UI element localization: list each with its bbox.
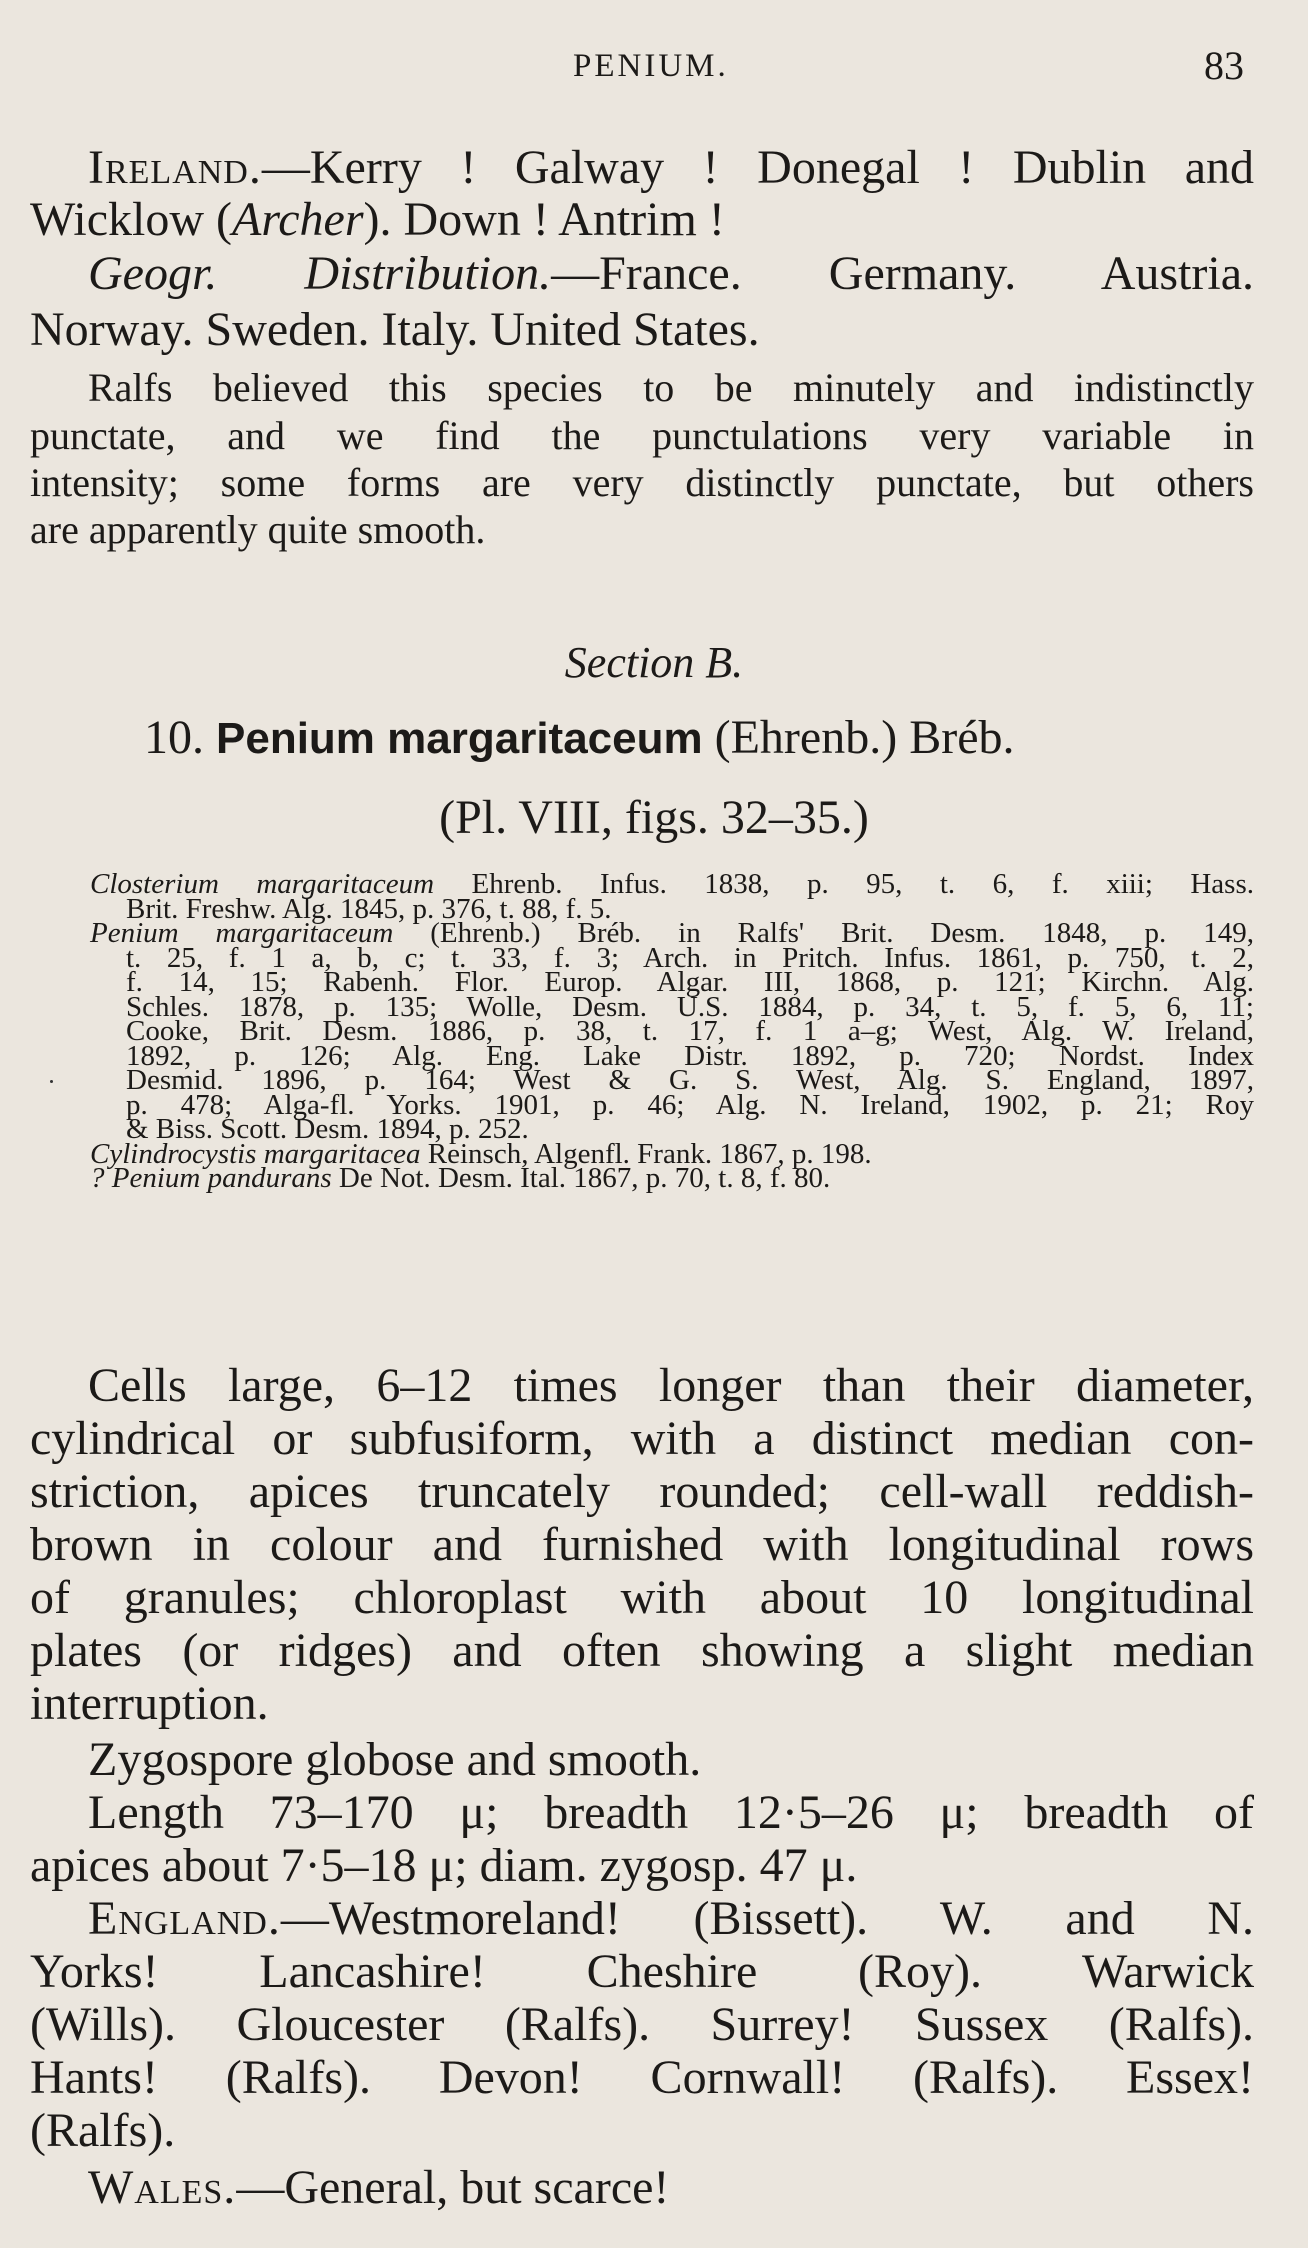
note-line-1: Ralfs believed this species to be minutely and indistinctly xyxy=(88,365,1254,410)
description-line-1: Cells large, 6–12 times longer than their diameter, xyxy=(88,1359,1254,1412)
ireland-line-1: Ireland.—Kerry ! Galway ! Donegal ! Dublin and xyxy=(88,141,1254,194)
description-line-2: cylindrical or subfusiform, with a distinct median con- xyxy=(30,1412,1254,1465)
synonym-citation: Schles. 1878, p. 135; Wolle, Desm. U.S. 1884, p. 34, t. 5, f. 5, 6, 11; xyxy=(126,990,1254,1023)
measurements-line-2: apices about 7·5–18 μ; diam. zygosp. 47 μ. xyxy=(30,1839,858,1892)
synonym-citation: p. 478; Alga-fl. Yorks. 1901, p. 46; Alg. N. Ireland, 1902, p. 21; Roy xyxy=(126,1088,1254,1121)
note-line-3: intensity; some forms are very distinctly punctate, but others xyxy=(30,460,1254,505)
england-line-3: (Wills). Gloucester (Ralfs). Surrey! Sussex (Ralfs). xyxy=(30,1998,1254,2051)
synonym-citation: (Ehrenb.) Bréb. in Ralfs' Brit. Desm. 1848, p. 149, xyxy=(393,917,1254,949)
synonym-taxon-name: Closterium margaritaceum xyxy=(90,868,435,900)
species-heading xyxy=(144,710,1015,765)
description-line-7: interruption. xyxy=(30,1677,269,1730)
england-line-2: Yorks! Lancashire! Cheshire (Roy). Warwick xyxy=(30,1945,1254,1998)
note-line-4: are apparently quite smooth. xyxy=(30,507,486,552)
species-name: Penium margaritaceum xyxy=(216,714,703,763)
distribution-line-1: Geogr. Distribution.—France. Germany. Austria. xyxy=(88,247,1254,300)
england-line-5: (Ralfs). xyxy=(30,2104,176,2157)
description-line-5: of granules; chloroplast with about 10 longitudinal xyxy=(30,1571,1254,1624)
print-speck xyxy=(50,1080,53,1083)
description-line-4: brown in colour and furnished with longitudinal rows xyxy=(30,1518,1254,1571)
note-line-2: punctate, and we find the punctulations very variable in xyxy=(30,413,1254,458)
england-line-1: England.—Westmoreland! (Bissett). W. and N. xyxy=(88,1892,1254,1945)
measurements-line-1: Length 73–170 μ; breadth 12·5–26 μ; breadth of xyxy=(88,1786,1254,1839)
species-authority: (Ehrenb.) Bréb. xyxy=(714,711,1015,764)
synonym-taxon-name: Cylindrocystis margaritacea xyxy=(90,1137,421,1170)
running-title: PENIUM. xyxy=(573,48,729,84)
synonym-citation: Ehrenb. Infus. 1838, p. 95, t. 6, f. xiii; Hass. xyxy=(434,868,1255,900)
description-line-6: plates (or ridges) and often showing a slight median xyxy=(30,1624,1254,1677)
synonymy-line xyxy=(90,1162,1254,1195)
england-line-4: Hants! (Ralfs). Devon! Cornwall! (Ralfs). Essex! xyxy=(30,2051,1254,2104)
zygospore-line: Zygospore globose and smooth. xyxy=(88,1733,702,1786)
plate-reference: (Pl. VIII, figs. 32–35.) xyxy=(439,791,869,844)
synonym-citation: Brit. Freshw. Alg. 1845, p. 376, t. 88, f. 5. xyxy=(126,892,612,925)
synonym-citation: Cooke, Brit. Desm. 1886, p. 38, t. 17, f. 1 a–g; West, Alg. W. Ireland, xyxy=(126,1015,1254,1047)
synonym-citation: Desmid. 1896, p. 164; West & G. S. West, Alg. S. England, 1897, xyxy=(126,1064,1254,1096)
section-heading: Section B. xyxy=(564,638,744,687)
synonym-taxon-name: ? Penium pandurans xyxy=(90,1162,332,1194)
synonym-citation: f. 14, 15; Rabenh. Flor. Europ. Algar. III, 1868, p. 121; Kirchn. Alg. xyxy=(126,966,1254,998)
synonym-citation: t. 25, f. 1 a, b, c; t. 33, f. 3; Arch. in Pritch. Infus. 1861, p. 750, t. 2, xyxy=(126,941,1254,974)
description-line-3: striction, apices truncately rounded; cell-wall reddish- xyxy=(30,1465,1254,1518)
page-number: 83 xyxy=(1204,43,1244,88)
distribution-line-2: Norway. Sweden. Italy. United States. xyxy=(30,303,760,356)
wales-line: Wales.—General, but scarce! xyxy=(88,2161,670,2214)
ireland-line-2: Wicklow (Archer). Down ! Antrim ! xyxy=(30,193,725,246)
synonym-citation: Reinsch, Algenfl. Frank. 1867, p. 198. xyxy=(420,1137,872,1170)
species-number: 10. xyxy=(144,711,204,764)
synonym-taxon-name: Penium margaritaceum xyxy=(90,917,394,949)
synonym-citation: & Biss. Scott. Desm. 1894, p. 252. xyxy=(126,1113,529,1145)
synonym-citation: De Not. Desm. Ital. 1867, p. 70, t. 8, f. 80. xyxy=(331,1162,831,1194)
synonym-citation: 1892, p. 126; Alg. Eng. Lake Distr. 1892, p. 720; Nordst. Index xyxy=(126,1039,1254,1072)
